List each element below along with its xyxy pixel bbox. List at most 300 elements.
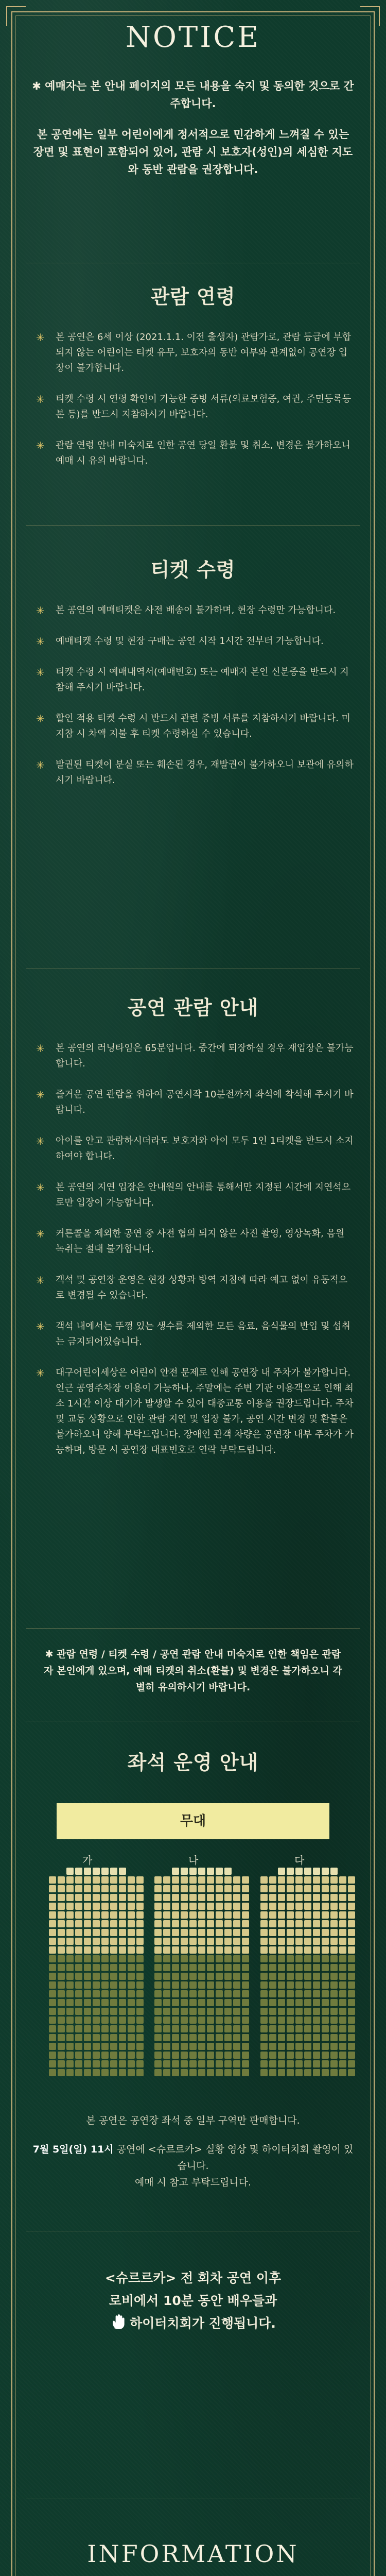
seat	[154, 1990, 162, 1997]
seat	[110, 2008, 117, 2015]
seat	[181, 2043, 188, 2050]
seat	[181, 2008, 188, 2015]
seat	[339, 1964, 346, 1971]
seat	[101, 1990, 109, 1997]
seat	[75, 2043, 82, 2050]
seating-note-3: 예매 시 참고 부탁드립니다.	[134, 2177, 252, 2188]
seat	[295, 1903, 303, 1910]
seat	[216, 2069, 223, 2076]
seat	[313, 2008, 320, 2015]
seat	[49, 2069, 56, 2076]
seat	[181, 1955, 188, 1962]
seat	[84, 1981, 91, 1989]
seat	[189, 1981, 197, 1989]
seat	[58, 2034, 65, 2041]
seat	[233, 2043, 240, 2050]
seat	[101, 2060, 109, 2067]
seat	[75, 1876, 82, 1884]
seat	[75, 1903, 82, 1910]
seat	[304, 2060, 311, 2067]
seat	[287, 1955, 294, 1962]
seat	[136, 1920, 144, 1927]
seat	[224, 1911, 232, 1919]
seat	[198, 1920, 205, 1927]
list-item: ✳ 본 공연의 예매티켓은 사전 배송이 불가하며, 현장 수령만 가능합니다.	[36, 603, 355, 618]
seat	[58, 1973, 65, 1980]
seat	[207, 2016, 214, 2024]
seat	[93, 1920, 100, 1927]
seat	[163, 1894, 170, 1901]
seat	[119, 2025, 126, 2032]
seat	[198, 2008, 205, 2015]
seat	[339, 2008, 346, 2015]
seat	[242, 1973, 249, 1980]
seat	[287, 1885, 294, 1892]
seat	[287, 1938, 294, 1945]
intro-line-2: 본 공연에는 일부 어린이에게 정서적으로 민감하게 느껴질 수 있는 장면 및 표현이 포함되어 있어, 관람 시 보호자(성인)의 세심한 지도와 동반 관람을 권장합니다.	[33, 128, 353, 176]
list-item: ✳ 객석 및 공연장 운영은 현장 상황과 방역 지침에 따라 예고 없이 유동적으로 변경될 수 있습니다.	[36, 1273, 355, 1303]
seat	[154, 1894, 162, 1901]
seat	[181, 1990, 188, 1997]
divider	[26, 1628, 360, 1629]
seat	[119, 2034, 126, 2041]
seat	[66, 1964, 74, 1971]
seat	[330, 1920, 338, 1927]
seat	[128, 1894, 135, 1901]
seat	[233, 1903, 240, 1910]
seat	[198, 1885, 205, 1892]
seat	[260, 1876, 268, 1884]
seat	[198, 1964, 205, 1971]
seat	[207, 1920, 214, 1927]
seat	[260, 1885, 268, 1892]
seat	[339, 1903, 346, 1910]
star-icon: ✳	[36, 1320, 45, 1333]
seat	[313, 1894, 320, 1901]
seat	[49, 2060, 56, 2067]
seat	[154, 1955, 162, 1962]
list-item: ✳ 티켓 수령 시 연령 확인이 가능한 증빙 서류(의료보험증, 여권, 주민등록등본 등)를 반드시 지참하시기 바랍니다.	[36, 392, 355, 422]
seat	[101, 1885, 109, 1892]
seat	[330, 2069, 338, 2076]
seat	[207, 1929, 214, 1936]
seat	[278, 1885, 285, 1892]
seat	[198, 1981, 205, 1989]
seat	[339, 1973, 346, 1980]
seat	[348, 2034, 355, 2041]
seat	[172, 1964, 179, 1971]
seat-block-c	[260, 1868, 355, 2076]
seat	[189, 2060, 197, 2067]
seat	[136, 2008, 144, 2015]
seat	[110, 1938, 117, 1945]
seat	[304, 1920, 311, 1927]
seat	[304, 1894, 311, 1901]
seat	[348, 1868, 355, 1875]
seat	[269, 1938, 276, 1945]
seat	[49, 1955, 56, 1962]
seat	[154, 1929, 162, 1936]
seat	[84, 1999, 91, 2006]
seat	[198, 1999, 205, 2006]
seat	[260, 2069, 268, 2076]
seat	[84, 2060, 91, 2067]
seat	[322, 1876, 329, 1884]
seat	[304, 1876, 311, 1884]
seat	[348, 1929, 355, 1936]
seat	[93, 1885, 100, 1892]
seat	[207, 2052, 214, 2059]
seat	[216, 1973, 223, 1980]
seat	[101, 2043, 109, 2050]
seat	[330, 2016, 338, 2024]
seat	[66, 1938, 74, 1945]
seat	[269, 1920, 276, 1927]
seat	[75, 1990, 82, 1997]
seat	[58, 1868, 65, 1875]
seat	[101, 2025, 109, 2032]
seat	[66, 1990, 74, 1997]
seat	[260, 1999, 268, 2006]
seat	[49, 1946, 56, 1954]
seat	[75, 1929, 82, 1936]
seat	[304, 1990, 311, 1997]
seat	[295, 1894, 303, 1901]
seat	[330, 1999, 338, 2006]
seat	[216, 1999, 223, 2006]
seat	[216, 2060, 223, 2067]
seat	[181, 1903, 188, 1910]
seat	[224, 2052, 232, 2059]
star-icon: ✳	[36, 331, 45, 344]
seat	[295, 2025, 303, 2032]
seat	[304, 2016, 311, 2024]
seat	[110, 1876, 117, 1884]
seat	[269, 1876, 276, 1884]
seat	[348, 1999, 355, 2006]
seat	[233, 1920, 240, 1927]
seat	[260, 1920, 268, 1927]
seat	[224, 1920, 232, 1927]
seat	[322, 1981, 329, 1989]
intro-line-1: ✱ 예매자는 본 안내 페이지의 모든 내용을 숙지 및 동의한 것으로 간주합니다.	[32, 80, 354, 110]
seat	[110, 1964, 117, 1971]
seat	[84, 1973, 91, 1980]
seat	[242, 1894, 249, 1901]
seat	[49, 1990, 56, 1997]
seat	[136, 1973, 144, 1980]
seat	[84, 1876, 91, 1884]
seat	[242, 1946, 249, 1954]
seat	[339, 1929, 346, 1936]
seat	[198, 2060, 205, 2067]
seat	[207, 1894, 214, 1901]
seat	[278, 2069, 285, 2076]
seat	[154, 1938, 162, 1945]
seat	[295, 1999, 303, 2006]
seat	[75, 1868, 82, 1875]
seat	[348, 1876, 355, 1884]
seat	[93, 1955, 100, 1962]
seat	[110, 1868, 117, 1875]
seat	[330, 1929, 338, 1936]
seat	[260, 2052, 268, 2059]
seat	[198, 1876, 205, 1884]
seat	[233, 2008, 240, 2015]
seat	[348, 1990, 355, 1997]
seat	[172, 2069, 179, 2076]
greet-line: 하이터치회가 진행됩니다.	[31, 2312, 355, 2335]
seat	[163, 2060, 170, 2067]
seat	[242, 2069, 249, 2076]
seat	[330, 2008, 338, 2015]
seat	[216, 1964, 223, 1971]
seat	[269, 2008, 276, 2015]
guide-section-title: 공연 관람 안내	[127, 996, 259, 1019]
seat	[304, 1911, 311, 1919]
seat	[93, 1929, 100, 1936]
seat	[101, 1929, 109, 1936]
seat	[189, 1964, 197, 1971]
seat	[119, 1938, 126, 1945]
seat	[101, 1973, 109, 1980]
seat	[287, 1964, 294, 1971]
seat	[58, 2016, 65, 2024]
seat	[154, 1999, 162, 2006]
seat	[75, 2034, 82, 2041]
seat	[66, 2069, 74, 2076]
seat	[287, 1920, 294, 1927]
seat	[233, 2025, 240, 2032]
seat	[322, 1946, 329, 1954]
seat	[322, 1955, 329, 1962]
seat	[322, 1894, 329, 1901]
seat	[128, 2008, 135, 2015]
seat	[269, 2043, 276, 2050]
seat	[207, 1981, 214, 1989]
seat	[330, 2034, 338, 2041]
seat	[136, 1955, 144, 1962]
seat	[339, 1981, 346, 1989]
seat	[233, 1929, 240, 1936]
seat	[49, 2008, 56, 2015]
seat	[224, 1999, 232, 2006]
seat	[339, 1946, 346, 1954]
seat	[66, 1911, 74, 1919]
seat	[172, 1955, 179, 1962]
seat	[101, 2069, 109, 2076]
seat	[216, 2016, 223, 2024]
seat	[154, 1868, 162, 1875]
seat	[207, 2060, 214, 2067]
seat	[136, 1990, 144, 1997]
seat	[93, 2052, 100, 2059]
seat	[110, 2069, 117, 2076]
seat	[339, 2069, 346, 2076]
seat	[322, 2008, 329, 2015]
seat	[198, 2034, 205, 2041]
seat	[304, 1973, 311, 1980]
seat	[339, 2034, 346, 2041]
seat	[110, 1885, 117, 1892]
seat	[198, 1955, 205, 1962]
seat	[93, 2069, 100, 2076]
seat	[163, 1938, 170, 1945]
seat	[154, 2069, 162, 2076]
seat	[181, 1999, 188, 2006]
seat	[260, 1894, 268, 1901]
seat	[101, 1894, 109, 1901]
seat	[295, 2069, 303, 2076]
seat	[313, 2052, 320, 2059]
seat	[198, 2016, 205, 2024]
seat	[75, 2069, 82, 2076]
seat	[66, 1973, 74, 1980]
seat	[181, 1868, 188, 1875]
star-icon: ✳	[36, 1367, 45, 1379]
seat	[189, 2016, 197, 2024]
seat	[189, 1868, 197, 1875]
seat	[163, 2034, 170, 2041]
seat	[260, 2034, 268, 2041]
seat	[260, 2060, 268, 2067]
seat	[136, 1929, 144, 1936]
seat	[110, 1894, 117, 1901]
seat	[66, 1929, 74, 1936]
seat	[58, 1885, 65, 1892]
seat	[172, 1973, 179, 1980]
seat	[75, 1981, 82, 1989]
seat	[216, 2025, 223, 2032]
seat	[189, 1999, 197, 2006]
seat	[304, 1903, 311, 1910]
seat	[181, 1973, 188, 1980]
seat	[322, 1911, 329, 1919]
seat	[75, 1920, 82, 1927]
seat	[322, 1929, 329, 1936]
seat	[278, 1946, 285, 1954]
list-item: ✳ 아이를 안고 관람하시더라도 보호자와 아이 모두 1인 1티켓을 반드시 소지하여야 합니다.	[36, 1133, 355, 1164]
seat	[207, 2034, 214, 2041]
seat	[295, 2008, 303, 2015]
seat	[269, 2034, 276, 2041]
seat	[198, 2025, 205, 2032]
seat	[136, 1999, 144, 2006]
seat	[224, 1894, 232, 1901]
seat	[119, 1885, 126, 1892]
seat	[233, 1911, 240, 1919]
seat	[101, 2052, 109, 2059]
seat	[189, 2025, 197, 2032]
seat	[110, 2025, 117, 2032]
seat	[58, 2008, 65, 2015]
seat	[93, 2060, 100, 2067]
seat	[339, 2016, 346, 2024]
seat	[242, 1876, 249, 1884]
seat	[181, 1938, 188, 1945]
seat	[313, 1990, 320, 1997]
seat	[154, 1946, 162, 1954]
seat	[119, 1868, 126, 1875]
seat	[154, 1964, 162, 1971]
seat	[75, 2016, 82, 2024]
seat	[66, 1894, 74, 1901]
seat	[242, 1999, 249, 2006]
seat	[242, 1955, 249, 1962]
seat	[154, 1911, 162, 1919]
seat	[75, 1999, 82, 2006]
seat	[322, 2034, 329, 2041]
seat	[295, 2034, 303, 2041]
seat	[93, 2008, 100, 2015]
seat	[216, 1876, 223, 1884]
seat	[181, 1964, 188, 1971]
seat	[172, 2016, 179, 2024]
seat	[330, 1894, 338, 1901]
seat	[172, 1929, 179, 1936]
seat	[242, 1990, 249, 1997]
seat	[119, 2060, 126, 2067]
seat	[207, 1946, 214, 1954]
age-list	[36, 330, 355, 484]
seat	[110, 2060, 117, 2067]
seat	[260, 1911, 268, 1919]
seat	[110, 1946, 117, 1954]
seat	[313, 2025, 320, 2032]
seat	[66, 1876, 74, 1884]
seat	[119, 1903, 126, 1910]
seat	[93, 1938, 100, 1945]
seat	[93, 1990, 100, 1997]
seat	[339, 1990, 346, 1997]
seat	[75, 1964, 82, 1971]
seat	[154, 1920, 162, 1927]
seat	[136, 1981, 144, 1989]
seat	[339, 2043, 346, 2050]
seat	[224, 2016, 232, 2024]
seat	[233, 1990, 240, 1997]
seat	[207, 2043, 214, 2050]
seat	[269, 1903, 276, 1910]
seat	[207, 1973, 214, 1980]
seat	[242, 1920, 249, 1927]
seat	[189, 1911, 197, 1919]
seat	[233, 1946, 240, 1954]
seat	[198, 2069, 205, 2076]
seat	[163, 1868, 170, 1875]
seat	[154, 2043, 162, 2050]
seat	[93, 1964, 100, 1971]
seat	[207, 1911, 214, 1919]
seat	[216, 1990, 223, 1997]
seat	[242, 1868, 249, 1875]
seat	[66, 2025, 74, 2032]
seat	[339, 1885, 346, 1892]
seat	[313, 1903, 320, 1910]
seat	[181, 1911, 188, 1919]
seat	[93, 2043, 100, 2050]
seat	[84, 2008, 91, 2015]
seat	[295, 2052, 303, 2059]
seat	[278, 2025, 285, 2032]
seat	[172, 1990, 179, 1997]
seat	[348, 1938, 355, 1945]
seat	[172, 2034, 179, 2041]
seat	[119, 2043, 126, 2050]
seat	[339, 1911, 346, 1919]
seat	[101, 1938, 109, 1945]
seat	[163, 1911, 170, 1919]
